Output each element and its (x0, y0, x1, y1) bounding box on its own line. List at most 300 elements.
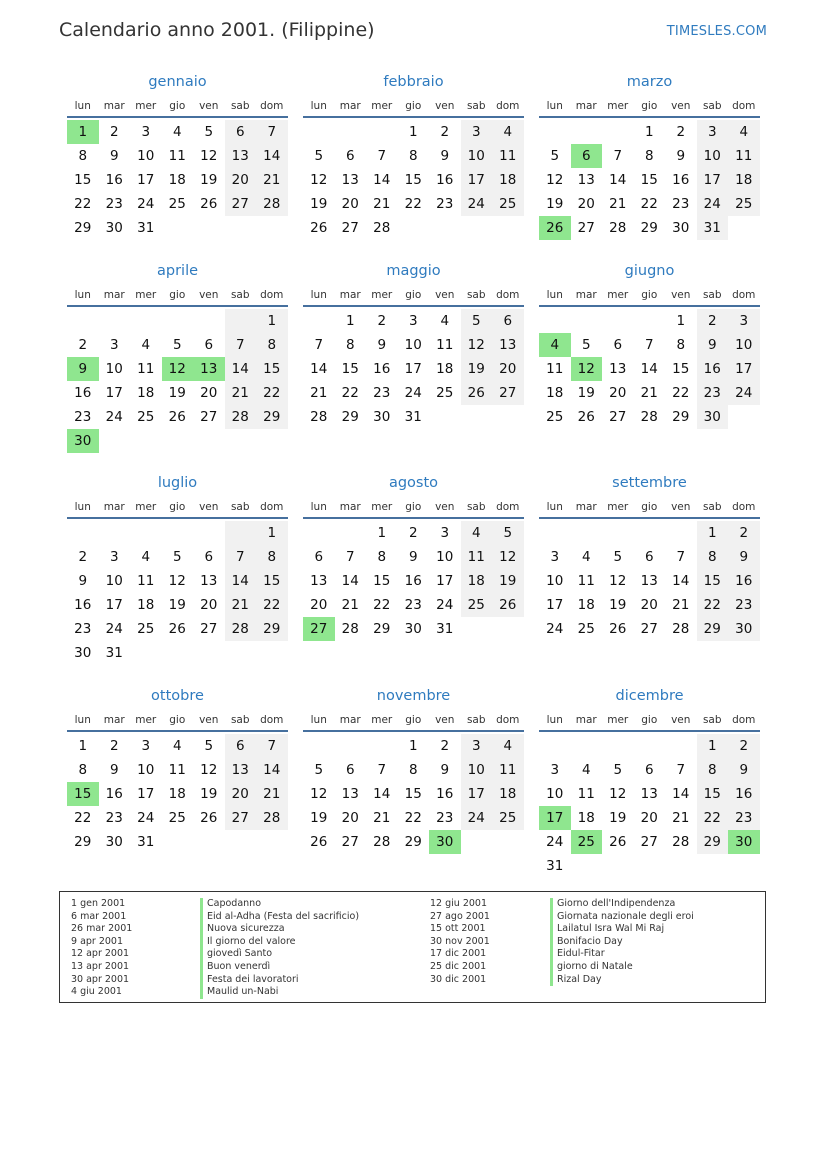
legend-date: 30 dic 2001 (430, 973, 487, 985)
empty-cell (571, 521, 603, 545)
day-cell: 8 (644, 148, 654, 164)
empty-cell (193, 521, 225, 545)
day-cell: 26 (609, 834, 627, 850)
day-cell: 29 (74, 834, 92, 850)
month-name: aprile (156, 263, 199, 279)
day-cell: 17 (105, 597, 123, 613)
day-cell: 2 (109, 124, 119, 140)
day-cell: 13 (225, 144, 257, 168)
day-cell: 31 (404, 409, 422, 425)
day-cell: 22 (256, 381, 288, 405)
weekday-label: sab (466, 100, 486, 112)
day-cell: 2 (697, 309, 729, 333)
day-cell: 12 (461, 333, 493, 357)
legend-holiday-name: Buon venerdì (200, 961, 359, 974)
day-cell: 5 (204, 124, 214, 140)
weekday-label: mer (371, 501, 393, 513)
day-cell: 20 (341, 810, 359, 826)
day-cell: 5 (550, 148, 560, 164)
legend-date: 30 nov 2001 (430, 935, 490, 947)
legend-date: 30 apr 2001 (71, 973, 130, 985)
weekday-label: lun (310, 501, 327, 513)
day-cell: 6 (204, 549, 214, 565)
weekday-label: gio (169, 100, 186, 112)
day-cell: 29 (74, 220, 92, 236)
day-cell: 29 (640, 220, 658, 236)
day-cell: 12 (310, 786, 328, 802)
day-cell: 27 (225, 192, 257, 216)
legend-holiday-name: Eidul-Fitar (550, 948, 694, 961)
day-cell: 28 (341, 621, 359, 637)
month-name: febbraio (383, 74, 444, 90)
weekday-label: ven (435, 714, 455, 726)
weekday-label: lun (74, 714, 91, 726)
day-cell: 23 (436, 810, 454, 826)
weekday-label: mer (607, 289, 629, 301)
day-cell: 26 (461, 381, 493, 405)
empty-cell (492, 216, 524, 240)
day-cell: 9 (440, 762, 450, 778)
day-cell: 18 (546, 385, 564, 401)
weekday-label: mer (607, 501, 629, 513)
day-grid (67, 519, 288, 665)
day-cell: 1 (78, 738, 88, 754)
day-cell: 18 (492, 168, 524, 192)
day-cell: 4 (581, 549, 591, 565)
day-cell: 9 (408, 549, 418, 565)
day-cell: 25 (168, 196, 186, 212)
empty-cell (130, 521, 162, 545)
day-cell: 9 (676, 148, 686, 164)
day-cell: 2 (109, 738, 119, 754)
holiday-day: 15 (67, 782, 99, 806)
day-cell: 6 (314, 549, 324, 565)
holiday-day: 12 (162, 357, 194, 381)
day-cell: 16 (105, 786, 123, 802)
day-cell: 28 (256, 192, 288, 216)
day-cell: 9 (440, 148, 450, 164)
legend-date: 26 mar 2001 (71, 923, 133, 935)
holiday-day: 30 (728, 830, 760, 854)
day-cell: 18 (577, 810, 595, 826)
day-cell: 22 (697, 593, 729, 617)
empty-cell (602, 521, 634, 545)
day-cell: 17 (436, 573, 454, 589)
weekday-label: mar (575, 501, 597, 513)
empty-cell (335, 734, 367, 758)
day-cell: 26 (168, 409, 186, 425)
day-cell: 28 (373, 220, 391, 236)
day-cell: 26 (492, 593, 524, 617)
empty-cell (256, 830, 288, 854)
weekday-header (67, 497, 288, 519)
day-cell: 23 (74, 409, 92, 425)
day-cell: 7 (613, 148, 623, 164)
day-cell: 11 (137, 361, 155, 377)
day-cell: 4 (440, 313, 450, 329)
weekday-label: dom (732, 289, 756, 301)
day-cell: 10 (546, 573, 564, 589)
day-cell: 24 (697, 192, 729, 216)
month-settembre (539, 473, 760, 641)
day-cell: 10 (697, 144, 729, 168)
day-cell: 23 (404, 597, 422, 613)
day-cell: 6 (644, 549, 654, 565)
day-cell: 14 (609, 172, 627, 188)
day-cell: 27 (492, 381, 524, 405)
day-cell: 19 (200, 786, 218, 802)
day-cell: 14 (225, 569, 257, 593)
legend-dates-right (430, 898, 490, 986)
day-cell: 8 (377, 549, 387, 565)
weekday-label: ven (435, 289, 455, 301)
day-cell: 17 (728, 357, 760, 381)
day-cell: 15 (74, 172, 92, 188)
day-cell: 23 (436, 196, 454, 212)
day-cell: 2 (408, 525, 418, 541)
empty-cell (366, 734, 398, 758)
day-cell: 28 (640, 409, 658, 425)
day-cell: 22 (256, 593, 288, 617)
legend-holiday-name: Eid al-Adha (Festa del sacrificio) (200, 911, 359, 924)
day-cell: 29 (697, 617, 729, 641)
day-cell: 5 (314, 762, 324, 778)
day-cell: 27 (640, 834, 658, 850)
day-cell: 30 (373, 409, 391, 425)
day-cell: 8 (256, 333, 288, 357)
month-name: gennaio (148, 74, 207, 90)
day-cell: 27 (200, 409, 218, 425)
day-cell: 23 (728, 593, 760, 617)
empty-cell (461, 617, 493, 641)
day-cell: 25 (728, 192, 760, 216)
day-cell: 27 (341, 834, 359, 850)
weekday-label: lun (546, 289, 563, 301)
weekday-label: mar (339, 289, 361, 301)
day-cell: 2 (728, 734, 760, 758)
day-cell: 30 (105, 834, 123, 850)
legend-date: 9 apr 2001 (71, 935, 124, 947)
weekday-label: mer (371, 100, 393, 112)
day-cell: 6 (225, 120, 257, 144)
day-grid (67, 732, 288, 854)
weekday-label: ven (199, 100, 219, 112)
day-cell: 22 (74, 810, 92, 826)
weekday-label: lun (74, 289, 91, 301)
legend-holiday-name: Capodanno (200, 898, 359, 911)
brand-link[interactable]: TIMESLES.COM (666, 24, 767, 39)
empty-cell (99, 309, 131, 333)
day-cell: 7 (676, 762, 686, 778)
weekday-label: mar (575, 100, 597, 112)
weekday-header (67, 710, 288, 732)
day-cell: 11 (168, 148, 186, 164)
day-cell: 10 (137, 148, 155, 164)
day-cell: 7 (676, 549, 686, 565)
day-cell: 17 (137, 786, 155, 802)
day-cell: 16 (373, 361, 391, 377)
day-cell: 13 (492, 333, 524, 357)
day-cell: 5 (172, 337, 182, 353)
empty-cell (728, 854, 760, 878)
day-cell: 8 (408, 148, 418, 164)
day-cell: 7 (225, 545, 257, 569)
weekday-label: ven (199, 501, 219, 513)
weekday-label: dom (260, 289, 284, 301)
holiday-day: 1 (67, 120, 99, 144)
empty-cell (335, 120, 367, 144)
day-cell: 24 (461, 806, 493, 830)
empty-cell (665, 521, 697, 545)
day-cell: 8 (408, 762, 418, 778)
empty-cell (335, 521, 367, 545)
weekday-header (303, 96, 524, 118)
day-cell: 8 (697, 758, 729, 782)
weekday-header (539, 96, 760, 118)
day-cell: 2 (728, 521, 760, 545)
day-cell: 7 (256, 734, 288, 758)
day-cell: 4 (141, 337, 151, 353)
day-cell: 6 (613, 337, 623, 353)
empty-cell (492, 617, 524, 641)
day-cell: 24 (105, 621, 123, 637)
empty-cell (571, 734, 603, 758)
day-cell: 9 (109, 762, 119, 778)
day-cell: 27 (577, 220, 595, 236)
day-cell: 7 (345, 549, 355, 565)
day-cell: 21 (341, 597, 359, 613)
weekday-label: gio (169, 714, 186, 726)
day-cell: 3 (109, 337, 119, 353)
day-cell: 25 (137, 621, 155, 637)
day-cell: 25 (137, 409, 155, 425)
day-cell: 9 (78, 573, 88, 589)
weekday-label: dom (260, 501, 284, 513)
day-cell: 5 (613, 549, 623, 565)
day-cell: 31 (105, 645, 123, 661)
weekday-label: gio (641, 501, 658, 513)
empty-cell (602, 309, 634, 333)
day-cell: 13 (225, 758, 257, 782)
day-cell: 23 (373, 385, 391, 401)
weekday-label: mer (135, 289, 157, 301)
empty-cell (492, 830, 524, 854)
weekday-label: lun (546, 714, 563, 726)
day-cell: 18 (577, 597, 595, 613)
day-cell: 3 (550, 762, 560, 778)
weekday-label: ven (671, 501, 691, 513)
month-name: ottobre (151, 688, 204, 704)
day-cell: 15 (697, 569, 729, 593)
day-cell: 6 (492, 309, 524, 333)
day-cell: 4 (728, 120, 760, 144)
day-cell: 24 (404, 385, 422, 401)
day-cell: 6 (644, 762, 654, 778)
day-cell: 10 (137, 762, 155, 778)
day-cell: 21 (373, 196, 391, 212)
weekday-label: mar (103, 714, 125, 726)
weekday-label: dom (496, 714, 520, 726)
empty-cell (602, 854, 634, 878)
day-grid (539, 307, 760, 429)
day-cell: 19 (310, 810, 328, 826)
day-cell: 19 (609, 597, 627, 613)
day-cell: 19 (492, 569, 524, 593)
day-cell: 25 (492, 192, 524, 216)
day-cell: 11 (461, 545, 493, 569)
day-cell: 11 (492, 758, 524, 782)
day-cell: 19 (200, 172, 218, 188)
weekday-header (303, 285, 524, 307)
legend-holiday-name: Bonifacio Day (550, 936, 694, 949)
weekday-label: mer (371, 289, 393, 301)
day-cell: 10 (404, 337, 422, 353)
day-cell: 16 (74, 385, 92, 401)
day-cell: 9 (377, 337, 387, 353)
legend-holiday-name: Il giorno del valore (200, 936, 359, 949)
month-name: dicembre (615, 688, 684, 704)
day-cell: 16 (728, 782, 760, 806)
empty-cell (539, 309, 571, 333)
day-cell: 3 (461, 734, 493, 758)
day-cell: 29 (404, 834, 422, 850)
legend-holiday-name: giovedì Santo (200, 948, 359, 961)
weekday-label: gio (405, 100, 422, 112)
empty-cell (256, 429, 288, 453)
weekday-label: ven (671, 289, 691, 301)
weekday-header (303, 497, 524, 519)
day-cell: 10 (461, 144, 493, 168)
month-ottobre (67, 686, 288, 854)
day-cell: 20 (640, 597, 658, 613)
day-cell: 29 (373, 621, 391, 637)
legend-holiday-name: Nuova sicurezza (200, 923, 359, 936)
day-cell: 12 (310, 172, 328, 188)
empty-cell (665, 734, 697, 758)
day-cell: 13 (200, 573, 218, 589)
empty-cell (303, 734, 335, 758)
holiday-day: 17 (539, 806, 571, 830)
empty-cell (256, 641, 288, 665)
holiday-day: 30 (67, 429, 99, 453)
weekday-header (303, 710, 524, 732)
day-cell: 17 (404, 361, 422, 377)
weekday-label: lun (74, 100, 91, 112)
day-cell: 14 (672, 786, 690, 802)
day-cell: 18 (436, 361, 454, 377)
day-cell: 25 (577, 621, 595, 637)
day-cell: 24 (105, 409, 123, 425)
weekday-label: mer (371, 714, 393, 726)
day-cell: 1 (408, 738, 418, 754)
empty-cell (728, 216, 760, 240)
day-cell: 28 (672, 834, 690, 850)
day-cell: 8 (345, 337, 355, 353)
weekday-label: dom (496, 501, 520, 513)
legend-date: 17 dic 2001 (430, 948, 487, 960)
legend-date: 27 ago 2001 (430, 910, 490, 922)
day-cell: 26 (200, 810, 218, 826)
day-cell: 29 (341, 409, 359, 425)
day-cell: 6 (345, 148, 355, 164)
day-cell: 30 (672, 220, 690, 236)
weekday-label: ven (435, 501, 455, 513)
day-cell: 3 (141, 124, 151, 140)
day-cell: 29 (256, 617, 288, 641)
day-grid (539, 732, 760, 878)
weekday-label: gio (641, 289, 658, 301)
day-cell: 11 (137, 573, 155, 589)
weekday-label: gio (169, 501, 186, 513)
weekday-label: sab (230, 289, 250, 301)
weekday-label: sab (230, 100, 250, 112)
weekday-label: sab (466, 714, 486, 726)
legend-holiday-name: Giorno dell'Indipendenza (550, 898, 694, 911)
empty-cell (256, 216, 288, 240)
day-cell: 11 (577, 786, 595, 802)
day-cell: 4 (172, 738, 182, 754)
empty-cell (634, 521, 666, 545)
day-cell: 21 (310, 385, 328, 401)
empty-cell (697, 854, 729, 878)
day-cell: 24 (137, 196, 155, 212)
holiday-day: 25 (571, 830, 603, 854)
weekday-label: mar (575, 289, 597, 301)
empty-cell (602, 734, 634, 758)
day-cell: 24 (461, 192, 493, 216)
day-cell: 29 (672, 409, 690, 425)
holiday-legend (59, 891, 766, 1003)
day-cell: 26 (577, 409, 595, 425)
empty-cell (130, 309, 162, 333)
day-cell: 27 (225, 806, 257, 830)
day-cell: 31 (697, 216, 729, 240)
day-cell: 23 (105, 196, 123, 212)
day-cell: 1 (256, 521, 288, 545)
weekday-label: mer (135, 714, 157, 726)
month-name: luglio (157, 475, 198, 491)
weekday-label: mar (103, 501, 125, 513)
day-cell: 18 (168, 172, 186, 188)
empty-cell (225, 521, 257, 545)
day-cell: 18 (728, 168, 760, 192)
weekday-label: dom (496, 100, 520, 112)
day-cell: 21 (609, 196, 627, 212)
day-cell: 22 (373, 597, 391, 613)
day-cell: 19 (168, 385, 186, 401)
day-cell: 21 (225, 381, 257, 405)
legend-date: 6 mar 2001 (71, 910, 127, 922)
legend-date: 15 ott 2001 (430, 923, 486, 935)
weekday-label: mar (575, 714, 597, 726)
day-cell: 22 (74, 196, 92, 212)
weekday-label: sab (230, 714, 250, 726)
empty-cell (665, 854, 697, 878)
day-cell: 18 (137, 597, 155, 613)
day-cell: 14 (256, 758, 288, 782)
day-cell: 16 (697, 357, 729, 381)
day-cell: 28 (310, 409, 328, 425)
holiday-day: 4 (539, 333, 571, 357)
day-cell: 30 (697, 405, 729, 429)
day-cell: 14 (373, 786, 391, 802)
day-cell: 22 (640, 196, 658, 212)
weekday-label: mer (135, 501, 157, 513)
day-cell: 26 (310, 834, 328, 850)
empty-cell (634, 734, 666, 758)
day-cell: 5 (613, 762, 623, 778)
weekday-label: dom (732, 714, 756, 726)
